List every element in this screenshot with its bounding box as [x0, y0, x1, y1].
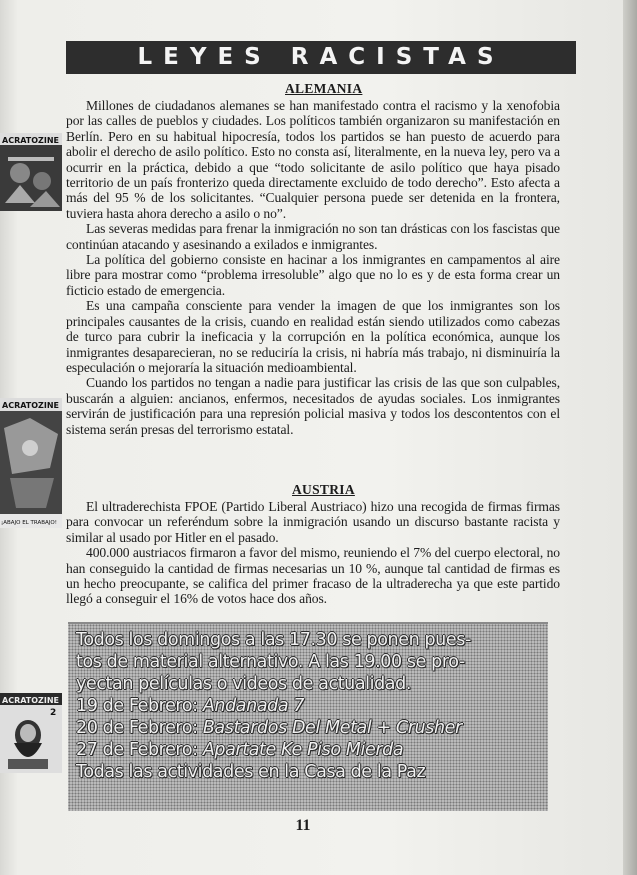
side-image-3	[0, 693, 62, 773]
event-title: Bastardos Del Metal + Crusher	[202, 718, 462, 738]
section-heading-austria: AUSTRIA	[292, 482, 355, 497]
promo-footer: Todas las actividades en la Casa de la Paz	[76, 762, 426, 782]
event-date: 19 de Febrero:	[76, 696, 198, 716]
promo-line-1: Todos los domingos a las 17.30 se ponen pues-	[76, 630, 471, 650]
page-edge	[623, 0, 637, 875]
event-date: 20 de Febrero:	[76, 718, 198, 738]
side-image-3-label: ACRATOZINE	[2, 696, 59, 705]
alemania-paragraph-4: Es una campaña consciente para vender la imagen de que los inmigrantes son los principales causantes de la crisis, cuando en realidad están siendo utilizados como cabezas de turco para cubrir la ineficacia y la corrupción en la política económica, aunque los inmigrantes desaparecieran, no se reduciría la crisis, ni habría más trabajo, ni disminuiría la especulación o mejoraría la situación medioambiental.	[66, 298, 560, 375]
page-number: 11	[295, 817, 311, 834]
side-image-1-label: ACRATOZINE	[2, 136, 59, 145]
event-item	[76, 717, 546, 739]
side-image-2-label: ACRATOZINE	[2, 401, 59, 410]
event-title: Apartate Ke Piso Mierda	[202, 740, 404, 760]
alemania-paragraph-3: La política del gobierno consiste en hacinar a los inmigrantes en campamentos al aire libre para mostrar como “problema irresoluble” algo que no lo es y de esta forma crear un ficticio estado de emergencia.	[66, 252, 560, 298]
event-item	[76, 739, 546, 761]
alemania-paragraph-1: Millones de ciudadanos alemanes se han manifestado contra el racismo y la xenofobia por las calles de pueblos y ciudades. Los políticos también organizaron su manifestación en Berlín. Pero en su habitual hipocresía, todos los partidos se han puesto de acuerdo para abolir el derecho de asilo político. Esto no consta así, literalmente, en la nueva ley, pero va a ocurrir en la práctica, debido a que “todo solicitante de asilo político que haya pisado territorio de un país fronterizo queda directamente excluido de todo derecho”. Esto afecta a más del 95 % de los solicitantes. “Cualquier persona puede ser detenida en la frontera, tuviera hasta ahora derecho a asilo o no”.	[66, 98, 560, 221]
austria-paragraph-2: 400.000 austriacos firmaron a favor del mismo, reuniendo el 7% del cuerpo electoral, no han conseguido la cantidad de firmas necesarias un 10 %, aunque tal cantidad de firmas es un hecho preocupante, se califica del primer fracaso de la ultraderecha ya que este partido llegó a conseguir el 16% de votos hace dos años.	[66, 545, 560, 607]
alemania-paragraph-2: Las severas medidas para frenar la inmigración no son tan drásticas con los fascistas que continúan atacando y asesinando a exilados e inmigrantes.	[66, 221, 560, 252]
promo-line-2: tos de material alternativo. A las 19.00 se pro-	[76, 652, 465, 672]
event-title: Andanada 7	[202, 696, 305, 716]
event-date: 27 de Febrero:	[76, 740, 198, 760]
events-announcement	[68, 622, 548, 811]
austria-text	[66, 499, 560, 607]
side-image-2-caption: ¡ABAJO EL TRABAJO!	[1, 520, 57, 526]
austria-paragraph-1: El ultraderechista FPOE (Partido Liberal Austriaco) hizo una recogida de firmas firmas para convocar un referéndum sobre la inmigración usando un discurso bastante racista y similar al usado por Hitler en el pasado.	[66, 499, 560, 545]
section-heading-alemania: ALEMANIA	[285, 81, 363, 96]
side-image-1	[0, 133, 62, 211]
page-title: LEYES RACISTAS	[66, 41, 576, 74]
events-announcement-text	[76, 629, 546, 783]
side-image-2	[0, 398, 62, 528]
alemania-text	[66, 98, 560, 437]
side-image-3-number: 2	[50, 708, 57, 718]
alemania-paragraph-5: Cuando los partidos no tengan a nadie para justificar las crisis de las que son culpables, buscarán a alguien: ancianos, enfermos, necesitados de ayudas sociales. Los inmigrantes servirán de justificación para una represión policial masiva y todos los descontentos con el sistema serán presas del terrorismo estatal.	[66, 375, 560, 437]
event-item	[76, 695, 546, 717]
promo-line-3: yectan películas o videos de actualidad.	[76, 674, 411, 694]
